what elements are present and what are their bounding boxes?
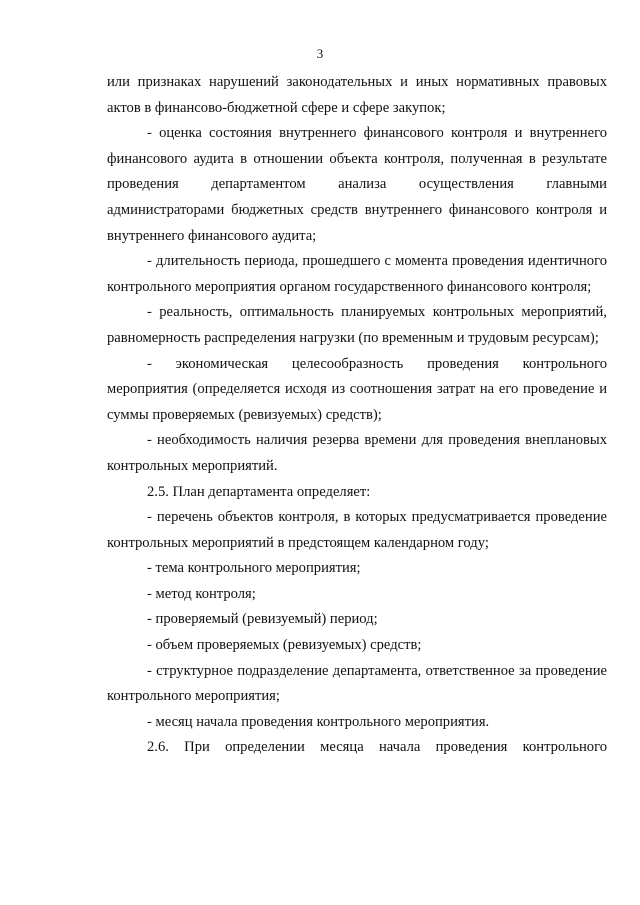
- paragraph: - экономическая целесообразность проведения контрольного мероприятия (определяется исходя из соотношения затрат на его проведение и суммы проверяемых (ревизуемых) средств);: [107, 355, 607, 423]
- paragraph: - необходимость наличия резерва времени для проведения внеплановых контрольных мероприятий.: [107, 432, 607, 474]
- page-number: 3: [316, 46, 324, 61]
- paragraph: 2.5. План департамента определяет:: [147, 483, 371, 500]
- document-body: [107, 70, 607, 761]
- paragraph: или признаках нарушений законодательных и иных нормативных правовых актов в финансово-бюджетной сфере и сфере закупок;: [107, 74, 607, 116]
- paragraph: - тема контрольного мероприятия;: [147, 560, 361, 577]
- paragraph: 2.6. При определении месяца начала проведения контрольного: [147, 739, 607, 756]
- paragraph: - метод контроля;: [147, 585, 256, 602]
- paragraph: - длительность периода, прошедшего с момента проведения идентичного контрольного мероприятия органом государственного финансового контроля;: [107, 253, 607, 295]
- paragraph: - месяц начала проведения контрольного мероприятия.: [147, 713, 490, 730]
- paragraph: - структурное подразделение департамента, ответственное за проведение контрольного мероприятия;: [107, 662, 607, 705]
- paragraph: - реальность, оптимальность планируемых контрольных мероприятий, равномерность распределения нагрузки (по временным и трудовым ресурсам);: [107, 304, 607, 346]
- paragraph: - оценка состояния внутреннего финансового контроля и внутреннего финансового аудита в отношении объекта контроля, полученная в результате проведения департаментом анализа осуществления главными администраторами бюджетных средств внутреннего финансового контроля и внутреннего финансового аудита;: [107, 125, 607, 244]
- paragraph: - перечень объектов контроля, в которых предусматривается проведение контрольных мероприятий в предстоящем календарном году;: [107, 509, 607, 551]
- paragraph: - объем проверяемых (ревизуемых) средств;: [147, 637, 422, 654]
- paragraph: - проверяемый (ревизуемый) период;: [147, 611, 378, 628]
